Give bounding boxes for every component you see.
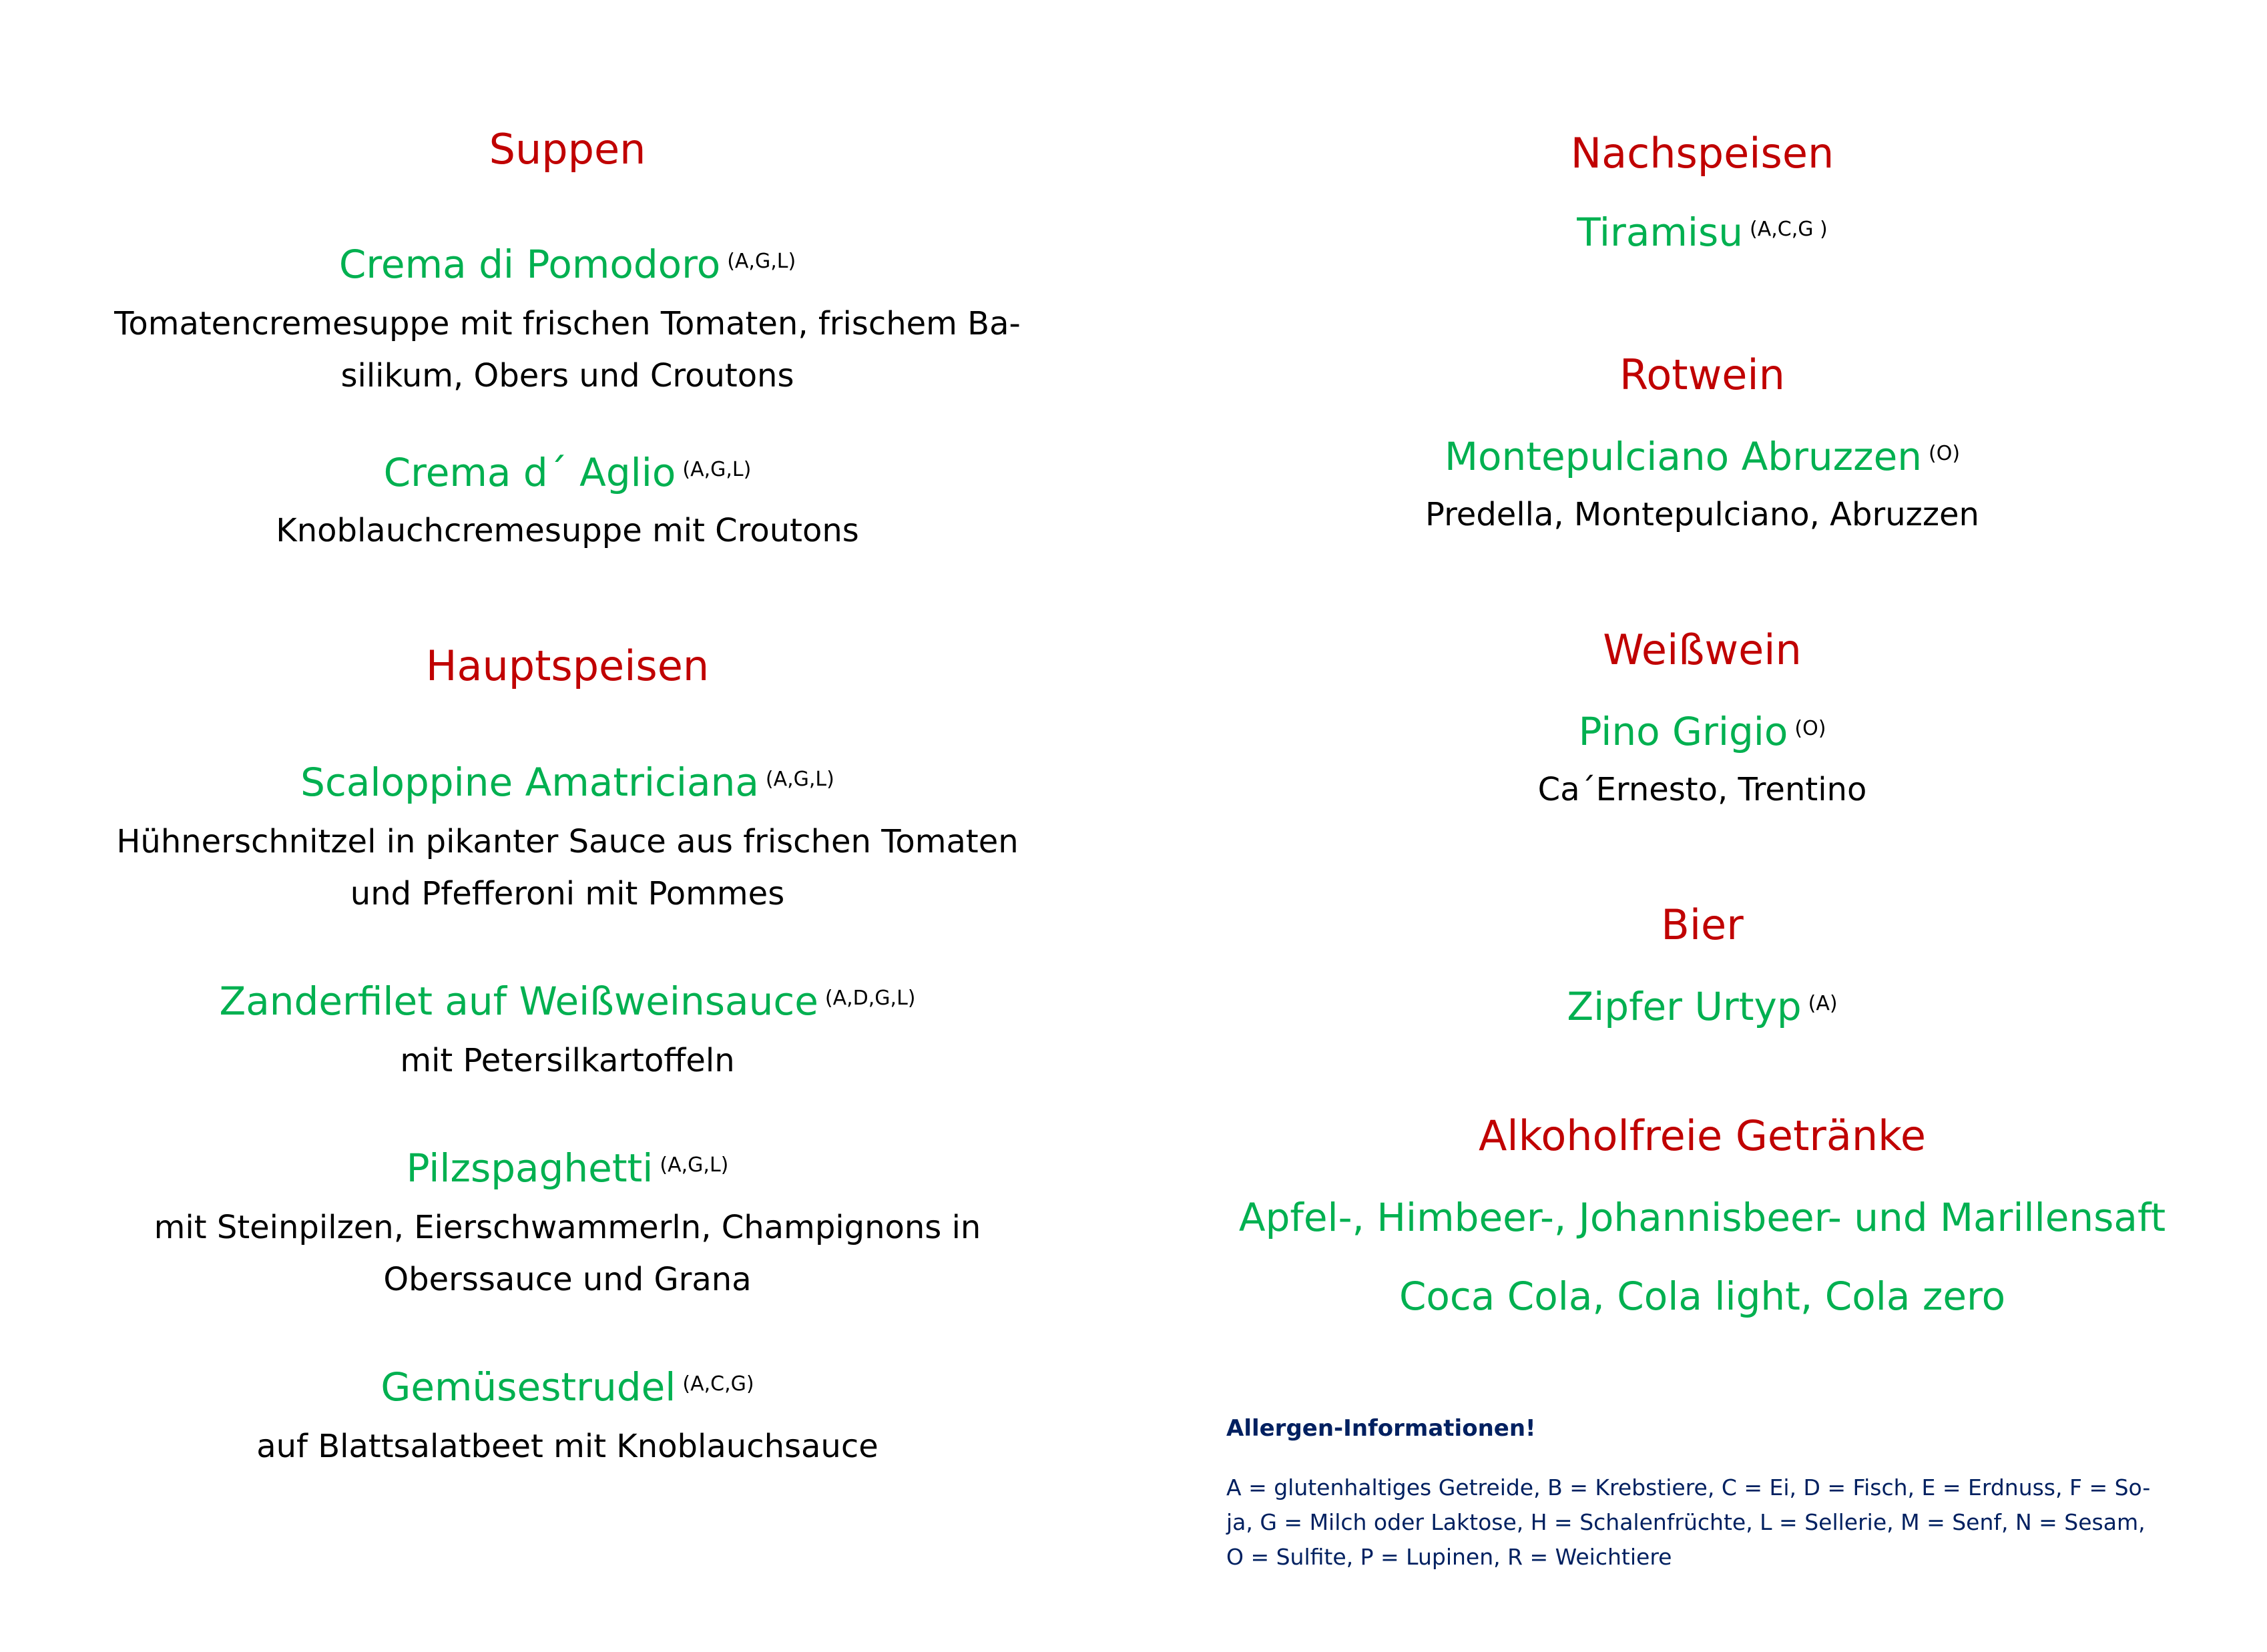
menu-item-pino-grigio [1202, 706, 2203, 757]
allergen-codes: (A,C,G) [682, 1372, 754, 1396]
menu-item-gemuesestrudel [67, 1362, 1068, 1412]
section-title-bier: Bier [1661, 900, 1744, 949]
description-line: silikum, Obers und Croutons [340, 357, 794, 394]
allergen-codes: (A,G,L) [765, 768, 834, 791]
description-line: mit Petersilkartoffeln [400, 1042, 735, 1079]
item-name: Pilzspaghetti [406, 1145, 654, 1191]
item-name: Zanderfilet auf Weißweinsauce [219, 979, 818, 1024]
item-description [67, 816, 1068, 920]
allergen-codes: (A) [1808, 992, 1838, 1015]
allergen-codes: (A,G,L) [660, 1153, 729, 1177]
item-name: Apfel-, Himbeer-, Johannisbeer- und Marillensaft [1238, 1195, 2166, 1240]
item-description [67, 1035, 1068, 1087]
item-description [67, 1201, 1068, 1306]
menu-item-crema-d-aglio [67, 447, 1068, 498]
menu-item-cola [1202, 1271, 2203, 1322]
description-line: Tomatencremesuppe mit frischen Tomaten, frischem Ba- [114, 305, 1021, 342]
description-line: und Pfefferoni mit Pommes [350, 875, 785, 912]
allergen-legend-line: A = glutenhaltiges Getreide, B = Krebstiere, C = Ei, D = Fisch, E = Erdnuss, F = So- [1226, 1474, 2151, 1500]
item-description [1202, 489, 2203, 541]
menu-item-tiramisu [1202, 207, 2203, 258]
section-title-nachspeisen: Nachspeisen [1570, 129, 1834, 178]
item-description [67, 1420, 1068, 1472]
allergen-legend [1226, 1470, 2188, 1575]
allergen-legend-line: O = Sulfite, P = Lupinen, R = Weichtiere [1226, 1544, 1672, 1570]
item-description [67, 505, 1068, 557]
allergen-codes: (A,G,L) [682, 458, 752, 481]
description-line: Ca´Ernesto, Trentino [1537, 771, 1867, 808]
item-name: Zipfer Urtyp [1567, 984, 1802, 1029]
item-name: Tiramisu [1577, 210, 1743, 255]
allergen-codes: (A,G,L) [727, 250, 796, 273]
item-description [67, 298, 1068, 402]
item-name: Coca Cola, Cola light, Cola zero [1399, 1274, 2006, 1319]
description-line: auf Blattsalatbeet mit Knoblauchsauce [256, 1428, 878, 1465]
allergen-codes: (O) [1929, 442, 1961, 465]
allergen-legend-line: ja, G = Milch oder Laktose, H = Schalenfrüchte, L = Sellerie, M = Senf, N = Sesam, [1226, 1509, 2146, 1535]
description-line: Predella, Montepulciano, Abruzzen [1425, 496, 1979, 533]
item-name: Montepulciano Abruzzen [1444, 434, 1923, 479]
section-title-weisswein: Weißwein [1603, 625, 1802, 674]
menu-item-pilzspaghetti [67, 1143, 1068, 1193]
allergen-info-block [1226, 1412, 2188, 1575]
item-name: Scaloppine Amatriciana [300, 760, 759, 805]
allergen-codes: (O) [1794, 717, 1826, 740]
allergen-codes: (A,C,G ) [1750, 218, 1828, 241]
item-name: Pino Grigio [1578, 709, 1788, 754]
description-line: Knoblauchcremesuppe mit Croutons [276, 512, 859, 549]
section-title-hauptspeisen: Hauptspeisen [425, 641, 710, 690]
section-title-rotwein: Rotwein [1619, 350, 1785, 399]
menu-item-scaloppine-amatriciana [67, 757, 1068, 808]
item-description [1202, 764, 2203, 816]
item-name: Crema di Pomodoro [338, 242, 721, 287]
description-line: Hühnerschnitzel in pikanter Sauce aus frischen Tomaten [116, 823, 1019, 860]
menu-item-crema-di-pomodoro [67, 239, 1068, 290]
menu-item-zanderfilet [67, 976, 1068, 1027]
menu-item-saefte [1202, 1192, 2203, 1243]
menu-item-zipfer-urtyp [1202, 981, 2203, 1032]
item-name: Crema d´ Aglio [383, 450, 676, 495]
description-line: mit Steinpilzen, Eierschwammerln, Champignons in [154, 1209, 981, 1246]
description-line: Oberssauce und Grana [383, 1261, 752, 1298]
section-title-suppen: Suppen [489, 125, 646, 174]
allergen-info-heading: Allergen-Informationen! [1226, 1415, 1536, 1442]
menu-item-montepulciano [1202, 431, 2203, 482]
allergen-codes: (A,D,G,L) [824, 987, 916, 1010]
section-title-alkoholfrei: Alkoholfreie Getränke [1478, 1111, 1926, 1160]
item-name: Gemüsestrudel [381, 1364, 676, 1410]
